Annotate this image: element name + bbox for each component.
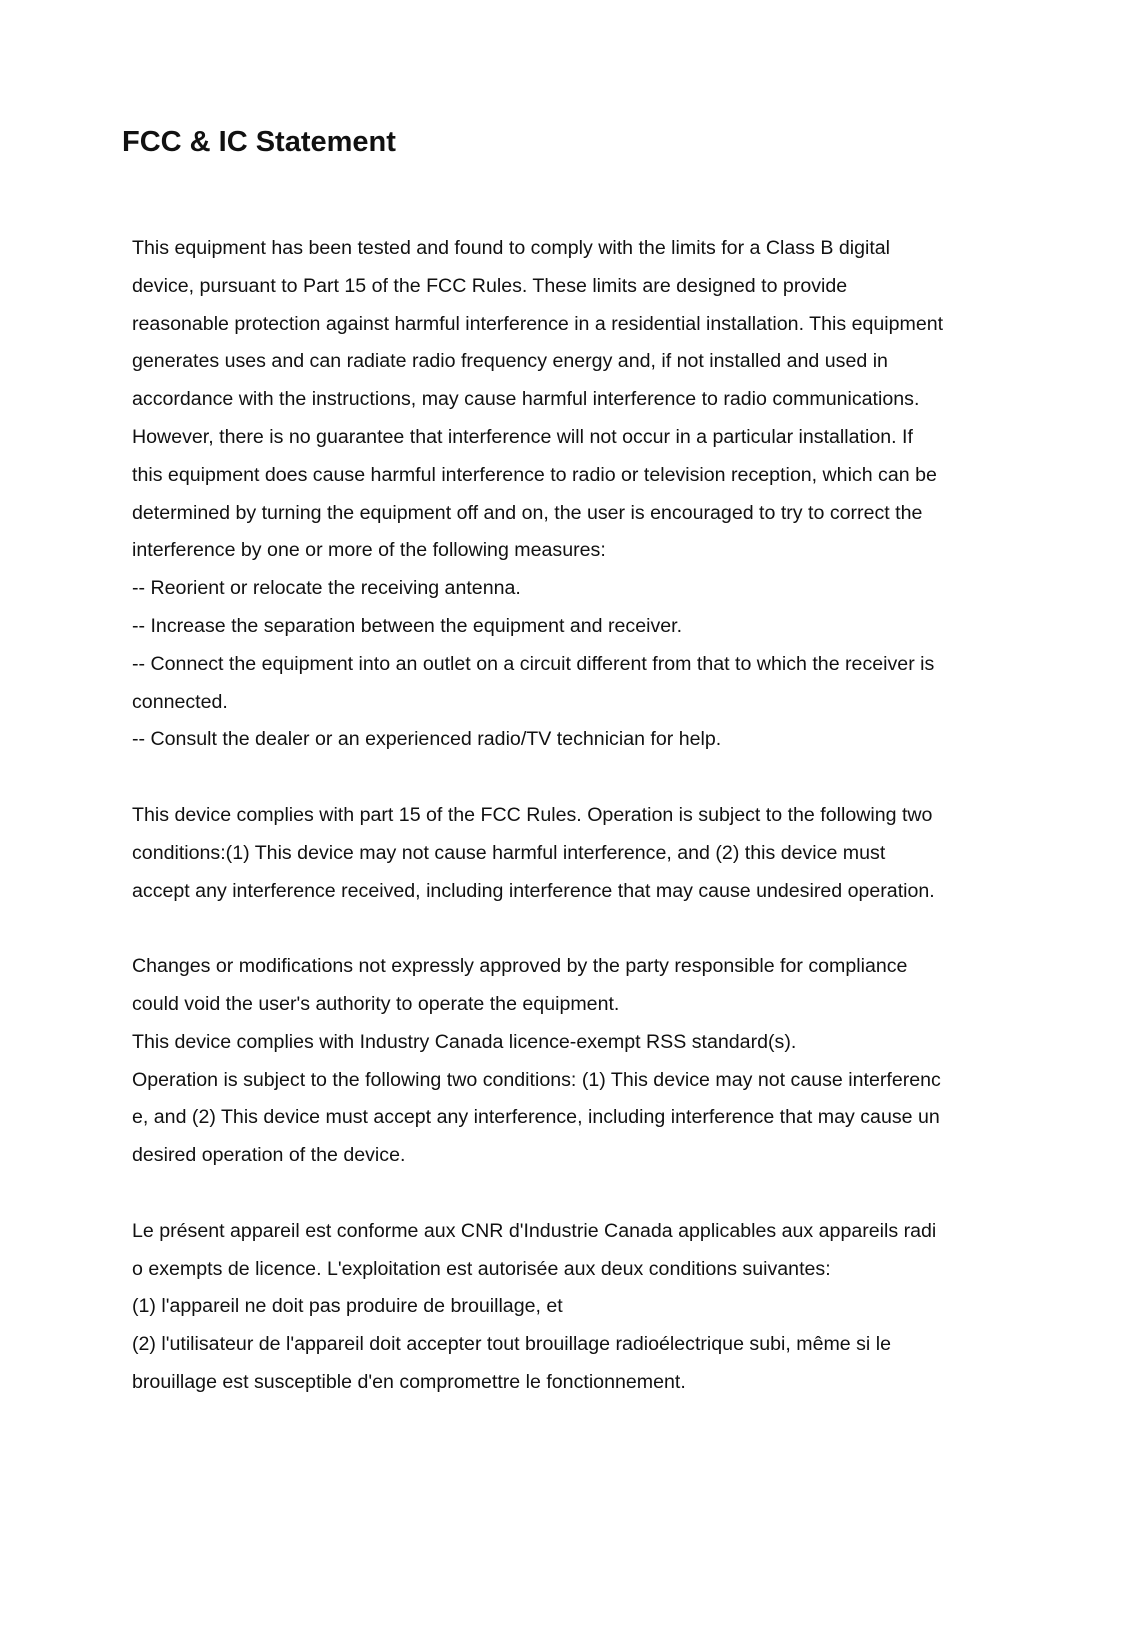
text-line: Changes or modifications not expressly approved by the party responsible for compliance [132,955,908,978]
text-line: reasonable protection against harmful interference in a residential installation. This equipment [132,312,944,335]
text-line: This device complies with part 15 of the FCC Rules. Operation is subject to the following two [132,803,933,826]
text-line: Le présent appareil est conforme aux CNR d'Industrie Canada applicables aux appareils radi [132,1219,937,1242]
text-line: interference by one or more of the following measures: [132,539,606,562]
text-line: determined by turning the equipment off and on, the user is encouraged to try to correct the [132,501,923,524]
text-line: e, and (2) This device must accept any interference, including interference that may cause un [132,1106,940,1129]
text-line: brouillage est susceptible d'en compromettre le fonctionnement. [132,1370,686,1393]
text-line: device, pursuant to Part 15 of the FCC Rules. These limits are designed to provide [132,274,848,297]
page-title: FCC & IC Statement [122,126,396,158]
text-line: accept any interference received, including interference that may cause undesired operation. [132,879,935,902]
text-line: accordance with the instructions, may cause harmful interference to radio communications. [132,388,920,411]
text-line: could void the user's authority to operate the equipment. [132,992,620,1015]
statement-body [132,230,1012,1402]
text-line: -- Increase the separation between the equipment and receiver. [132,614,683,637]
text-line: generates uses and can radiate radio frequency energy and, if not installed and used in [132,350,888,373]
text-line: conditions:(1) This device may not cause harmful interference, and (2) this device must [132,841,886,864]
text-line: -- Consult the dealer or an experienced radio/TV technician for help. [132,728,722,751]
text-line: desired operation of the device. [132,1144,406,1167]
text-line: Operation is subject to the following two conditions: (1) This device may not cause interferenc [132,1068,941,1091]
text-line: connected. [132,690,228,713]
text-line: This device complies with Industry Canada licence-exempt RSS standard(s). [132,1030,797,1053]
paragraph-gap [132,759,1012,797]
text-line: this equipment does cause harmful interference to radio or television reception, which can be [132,463,937,486]
paragraph-gap [132,1175,1012,1213]
paragraph-gap [132,910,1012,948]
text-line: However, there is no guarantee that interference will not occur in a particular installation. If [132,425,913,448]
text-line: -- Reorient or relocate the receiving antenna. [132,577,521,600]
text-line: o exempts de licence. L'exploitation est autorisée aux deux conditions suivantes: [132,1257,831,1280]
text-line: This equipment has been tested and found to comply with the limits for a Class B digital [132,237,891,259]
text-line: (1) l'appareil ne doit pas produire de brouillage, et [132,1295,563,1318]
text-line: (2) l'utilisateur de l'appareil doit accepter tout brouillage radioélectrique subi, même si le [132,1333,891,1356]
text-line: -- Connect the equipment into an outlet on a circuit different from that to which the receiver is [132,652,935,675]
